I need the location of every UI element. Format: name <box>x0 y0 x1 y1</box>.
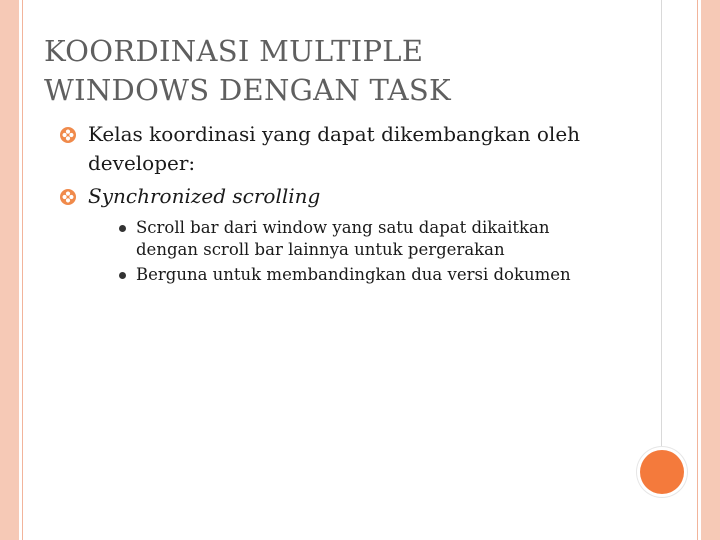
sub-bullet-dot <box>119 225 126 232</box>
right-border-line <box>697 0 698 540</box>
flower-bullet-icon <box>60 189 76 205</box>
title-line-2: WINDOWS DENGAN TASK <box>44 73 451 107</box>
sub-bullet-dot <box>119 272 126 279</box>
right-border-frame <box>701 0 720 540</box>
slide-content <box>64 120 664 290</box>
sub-bullet-text-line: Scroll bar dari window yang satu dapat dikaitkan <box>136 218 550 237</box>
sub-bullet-item <box>88 217 664 261</box>
slide-title <box>44 32 644 110</box>
decorative-circle <box>640 450 684 494</box>
title-line-1: KOORDINASI MULTIPLE <box>44 34 424 68</box>
left-border-line <box>22 0 23 540</box>
bullet-text-line: developer: <box>88 151 196 175</box>
sub-bullet-item <box>88 264 664 286</box>
flower-bullet-icon <box>60 127 76 143</box>
sub-bullet-text-line: dengan scroll bar lainnya untuk pergerakan <box>136 240 505 259</box>
bullet-item <box>64 182 664 286</box>
sub-bullet-text-line: Berguna untuk membandingkan dua versi dokumen <box>136 265 571 284</box>
bullet-text-line: Synchronized scrolling <box>88 184 321 208</box>
sub-bullet-list <box>88 217 664 286</box>
left-border-frame <box>0 0 19 540</box>
bullet-text-line: Kelas koordinasi yang dapat dikembangkan oleh <box>88 122 581 146</box>
bullet-item <box>64 120 664 178</box>
